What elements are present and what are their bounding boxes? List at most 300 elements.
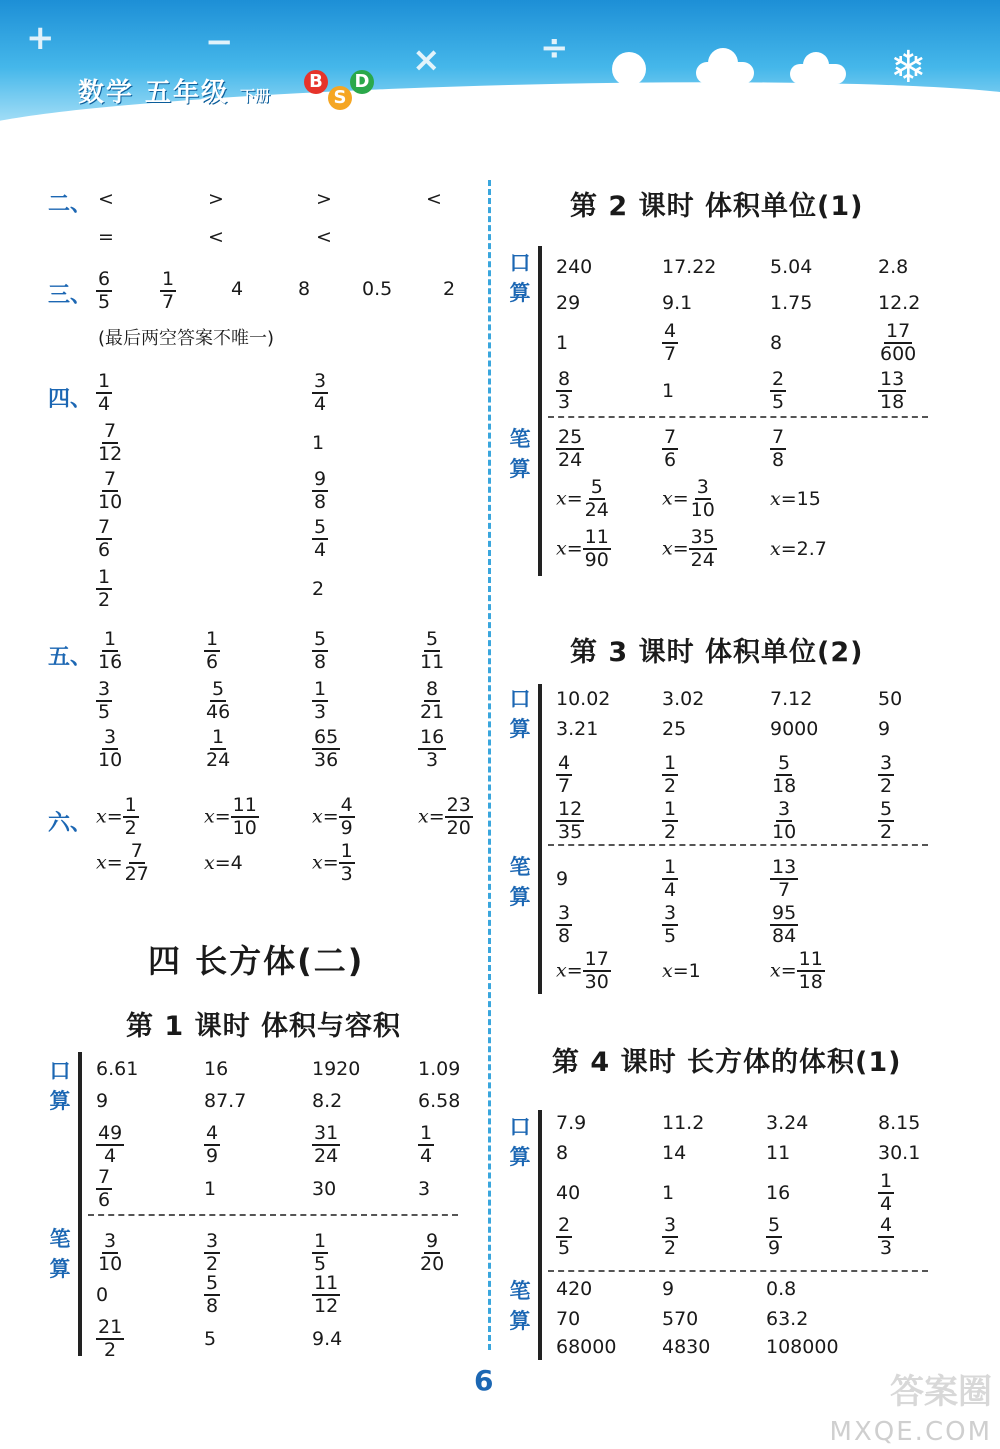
denominator: 10 (98, 749, 123, 771)
fraction (556, 904, 572, 946)
variable-x: x (662, 487, 673, 510)
section-separator (548, 416, 928, 418)
fraction (662, 1216, 678, 1258)
numerator: 1 (664, 798, 677, 820)
column-divider (488, 180, 491, 1350)
numerator: 6 (98, 268, 111, 290)
numerator: 3 (664, 1214, 677, 1236)
fraction (312, 680, 328, 722)
numerator: 3 (206, 1230, 219, 1252)
answer-cell (312, 1274, 340, 1316)
fraction (312, 728, 340, 770)
fraction (770, 800, 798, 842)
fraction (689, 478, 717, 520)
denominator: 18 (880, 391, 905, 413)
denominator: 46 (206, 701, 231, 723)
answer-cell: 6.58 (418, 1090, 461, 1112)
answer-cell (418, 1124, 434, 1166)
denominator: 2 (206, 1253, 219, 1275)
variable-x: x (418, 805, 429, 828)
answer-cell (312, 434, 324, 453)
answer-cell (662, 428, 678, 470)
q3-label: 三、 (48, 283, 93, 308)
numerator: 95 (772, 902, 797, 924)
answer-cell: 1 (662, 1182, 675, 1204)
answer-cell: 12.2 (878, 292, 921, 314)
times-icon: × (412, 40, 441, 80)
answer-cell (96, 1232, 124, 1274)
lesson3-title: 第 3 课时 体积单位(2) (570, 637, 864, 668)
fraction (556, 428, 584, 470)
answer-cell (556, 428, 584, 470)
numerator: 5 (314, 628, 327, 650)
numerator: 5 (314, 516, 327, 538)
answer-cell: 9.1 (662, 292, 693, 314)
numerator: 4 (206, 1122, 219, 1144)
bsd-logo-b: B (304, 70, 328, 94)
answer-cell (96, 1124, 124, 1166)
answer-cell: x= $\frac{11}{10}$ (204, 794, 257, 839)
answer-cell: 30 (312, 1178, 337, 1200)
denominator: 4 (314, 393, 327, 415)
numerator: 31 (314, 1122, 339, 1144)
answer-cell: 5.04 (770, 256, 813, 278)
denominator: 8 (558, 925, 571, 947)
denominator: 8 (314, 651, 327, 673)
denominator: 90 (584, 549, 609, 571)
answer-cell: x=4 (204, 852, 243, 874)
book-title (78, 72, 270, 109)
answer-cell (312, 680, 328, 722)
numerator: 1 (420, 1122, 433, 1144)
fraction (689, 528, 717, 570)
denominator: 4 (104, 1145, 117, 1167)
denominator: 2 (98, 589, 111, 611)
fraction (96, 470, 124, 512)
numerator: 13 (880, 368, 905, 390)
fraction (878, 754, 894, 796)
answer-cell (96, 728, 124, 770)
denominator: 24 (690, 549, 715, 571)
q3-answer (160, 270, 176, 312)
fraction (339, 796, 355, 838)
numerator: 3 (880, 752, 893, 774)
denominator: 5 (98, 291, 111, 313)
denominator: 7 (162, 291, 175, 313)
denominator: 5 (772, 391, 785, 413)
fraction (770, 904, 798, 946)
variable-x: x (556, 487, 567, 510)
numerator: 5 (212, 678, 225, 700)
answer-cell: 63.2 (766, 1308, 809, 1330)
numerator: 25 (558, 426, 583, 448)
numerator: 3 (104, 726, 117, 748)
answer-cell (770, 800, 798, 842)
numerator: 2 (558, 1214, 571, 1236)
answer-cell: x= $\frac{5}{24}$ (556, 476, 609, 521)
bsd-logo-d: D (350, 70, 374, 94)
fraction (770, 858, 798, 900)
denominator: 9 (206, 1145, 219, 1167)
fraction (878, 1172, 894, 1214)
answer-cell (204, 630, 220, 672)
denominator: 84 (772, 925, 797, 947)
answer-cell (418, 680, 446, 722)
answer-cell: 8 (770, 332, 783, 354)
denominator: 4 (420, 1145, 433, 1167)
denominator: 24 (584, 499, 609, 521)
fraction (878, 370, 906, 412)
numerator: 3 (778, 798, 791, 820)
numerator: 17 (584, 948, 609, 970)
denominator: 3 (426, 749, 439, 771)
fraction (878, 1216, 894, 1258)
denominator: 2 (664, 1237, 677, 1259)
denominator: 2 (664, 821, 677, 843)
numerator: 3 (696, 476, 709, 498)
answer-cell: 11 (766, 1142, 791, 1164)
denominator: 27 (124, 863, 149, 885)
numerator: 7 (772, 426, 785, 448)
answer-cell (96, 422, 124, 464)
answer-cell (312, 470, 328, 512)
answer-cell (96, 680, 112, 722)
answer-value: 15 (796, 488, 821, 510)
fraction (797, 950, 825, 992)
fraction (445, 796, 473, 838)
numerator: 3 (558, 902, 571, 924)
answer-cell: 1920 (312, 1058, 361, 1080)
answer-cell: x= $\frac{4}{9}$ (312, 794, 353, 839)
denominator: 6 (98, 1189, 111, 1211)
answer-cell (96, 470, 124, 512)
answer-cell: 9 (662, 1278, 675, 1300)
fraction (312, 1274, 340, 1316)
numerator: 7 (104, 468, 117, 490)
fraction (556, 800, 584, 842)
denominator: 8 (314, 491, 327, 513)
answer-cell: 40 (556, 1182, 581, 1204)
numerator: 1 (98, 566, 111, 588)
denominator: 7 (664, 343, 677, 365)
q3-answer (96, 270, 112, 312)
denominator: 4 (314, 539, 327, 561)
numerator: 1 (162, 268, 175, 290)
answer-cell (878, 370, 906, 412)
numerator: 4 (558, 752, 571, 774)
section-separator (548, 844, 928, 846)
answer-cell: 87.7 (204, 1090, 247, 1112)
answer-cell: 3.02 (662, 688, 705, 710)
fraction (312, 630, 328, 672)
denominator: 10 (98, 1253, 123, 1275)
answer-bracket (78, 1052, 82, 1356)
numerator: 5 (426, 628, 439, 650)
q2-answer: < (208, 226, 224, 248)
kousuan-label: 口算 (509, 251, 531, 305)
answer-value: 1 (312, 432, 325, 454)
variable-x: x (662, 960, 673, 982)
bisuan-label: 笔算 (509, 1279, 531, 1333)
fraction (231, 796, 259, 838)
fraction (583, 950, 611, 992)
fraction (662, 322, 678, 364)
answer-cell: x= $\frac{35}{24}$ (662, 526, 715, 571)
denominator: 6 (206, 651, 219, 673)
variable-x: x (96, 805, 107, 828)
numerator: 1 (104, 628, 117, 650)
answer-cell (312, 1232, 328, 1274)
numerator: 1 (314, 678, 327, 700)
denominator: 24 (558, 449, 583, 471)
denominator: 24 (206, 749, 231, 771)
denominator: 2 (664, 775, 677, 797)
fraction (662, 428, 678, 470)
answer-cell (312, 728, 340, 770)
answer-cell: 570 (662, 1308, 699, 1330)
fraction (770, 370, 786, 412)
numerator: 1 (124, 794, 137, 816)
answer-cell (204, 1124, 220, 1166)
q2-answer: < (98, 188, 114, 210)
denominator: 12 (98, 443, 123, 465)
lesson2-title: 第 2 课时 体积单位(1) (570, 191, 864, 222)
fraction (766, 1216, 782, 1258)
page-number: 6 (474, 1364, 494, 1397)
denominator: 3 (340, 863, 353, 885)
denominator: 2 (880, 821, 893, 843)
fraction (418, 680, 446, 722)
answer-cell: 1 (204, 1178, 217, 1200)
fraction (418, 728, 446, 770)
fraction (556, 754, 572, 796)
answer-cell: 0 (96, 1284, 109, 1306)
denominator: 10 (690, 499, 715, 521)
answer-value: 2.7 (796, 538, 827, 560)
denominator: 21 (420, 701, 445, 723)
denominator: 8 (206, 1295, 219, 1317)
denominator: 6 (98, 539, 111, 561)
fraction (770, 428, 786, 470)
variable-x: x (204, 805, 215, 828)
q3-answer: 2 (443, 278, 456, 300)
denominator: 10 (772, 821, 797, 843)
answer-cell: 8.2 (312, 1090, 343, 1112)
denominator: 5 (314, 1253, 327, 1275)
answer-cell (556, 754, 572, 796)
answer-cell (312, 518, 328, 560)
answer-cell (770, 754, 798, 796)
numerator: 4 (340, 794, 353, 816)
answer-cell (662, 858, 678, 900)
answer-cell (878, 1172, 894, 1214)
answer-cell (770, 428, 786, 470)
fraction (96, 422, 124, 464)
denominator: 36 (314, 749, 339, 771)
answer-cell: 3.24 (766, 1112, 809, 1134)
bisuan-label: 笔算 (509, 855, 531, 909)
numerator: 13 (772, 856, 797, 878)
answer-cell: x= $\frac{7}{27}$ (96, 840, 149, 885)
answer-cell: 9 (96, 1090, 109, 1112)
q3-answer: 4 (231, 278, 244, 300)
fraction (123, 842, 151, 884)
fraction (878, 322, 918, 364)
numerator: 5 (768, 1214, 781, 1236)
denominator: 600 (880, 343, 917, 365)
sun-icon (612, 52, 646, 86)
numerator: 5 (590, 476, 603, 498)
kousuan-label: 口算 (509, 687, 531, 741)
answer-cell: x=2.7 (770, 538, 827, 560)
numerator: 1 (206, 628, 219, 650)
fraction (96, 630, 124, 672)
numerator: 1 (212, 726, 225, 748)
denominator: 7 (558, 775, 571, 797)
answer-cell: x= $\frac{11}{90}$ (556, 526, 609, 571)
numerator: 49 (98, 1122, 123, 1144)
answer-cell (556, 370, 572, 412)
bsd-logo-s: S (328, 86, 352, 110)
bisuan-label: 笔算 (49, 1227, 71, 1281)
answer-cell (556, 1216, 572, 1258)
q3-answer: 8 (298, 278, 311, 300)
fraction (204, 1274, 220, 1316)
answer-cell (556, 800, 584, 842)
q3-answer: 0.5 (362, 278, 393, 300)
denominator: 3 (880, 1237, 893, 1259)
fraction (312, 372, 328, 414)
fraction (418, 1124, 434, 1166)
denominator: 11 (420, 651, 445, 673)
answer-cell: x= $\frac{1}{2}$ (96, 794, 137, 839)
answer-cell: x= $\frac{23}{20}$ (418, 794, 471, 839)
answer-cell: 240 (556, 256, 593, 278)
answer-cell: 9 (556, 868, 569, 890)
answer-cell: x= $\frac{1}{3}$ (312, 840, 353, 885)
answer-cell: x= $\frac{11}{18}$ (770, 948, 823, 993)
variable-x: x (96, 851, 107, 874)
fraction (662, 904, 678, 946)
variable-x: x (770, 488, 781, 510)
denominator: 2 (124, 817, 137, 839)
variable-x: x (312, 851, 323, 874)
answer-cell: 9000 (770, 718, 819, 740)
answer-cell (418, 630, 446, 672)
answer-cell: 5 (204, 1328, 217, 1350)
denominator: 9 (768, 1237, 781, 1259)
answer-cell: x=1 (662, 960, 701, 982)
answer-cell (662, 1216, 678, 1258)
answer-cell (662, 754, 678, 796)
variable-x: x (770, 538, 781, 560)
answer-cell: 25 (662, 718, 687, 740)
fraction (96, 1232, 124, 1274)
numerator: 3 (98, 678, 111, 700)
fraction (204, 728, 232, 770)
answer-cell: 16 (204, 1058, 229, 1080)
numerator: 5 (880, 798, 893, 820)
denominator: 18 (772, 775, 797, 797)
fraction (204, 630, 220, 672)
numerator: 12 (558, 798, 583, 820)
answer-cell (878, 754, 894, 796)
variable-x: x (770, 959, 781, 982)
watermark-url: MXQE.COM (829, 1417, 992, 1447)
answer-cell (878, 322, 918, 364)
answer-cell: 17.22 (662, 256, 717, 278)
numerator: 11 (798, 948, 823, 970)
answer-cell (418, 1232, 446, 1274)
fraction (556, 370, 572, 412)
answer-cell (96, 1168, 112, 1210)
numerator: 1 (340, 840, 353, 862)
denominator: 3 (314, 701, 327, 723)
header-banner (0, 0, 1000, 150)
answer-cell: x=15 (770, 488, 821, 510)
answer-cell: x= $\frac{3}{10}$ (662, 476, 715, 521)
numerator: 1 (880, 1170, 893, 1192)
watermark-logo: 答案圈 (890, 1372, 992, 1412)
numerator: 11 (314, 1272, 339, 1294)
answer-cell: 9.4 (312, 1328, 343, 1350)
numerator: 7 (98, 1166, 111, 1188)
denominator: 3 (558, 391, 571, 413)
answer-cell: 8 (556, 1142, 569, 1164)
answer-cell: 29 (556, 292, 581, 314)
fraction (662, 800, 678, 842)
denominator: 9 (340, 817, 353, 839)
variable-x: x (204, 852, 215, 874)
numerator: 21 (98, 1316, 123, 1338)
numerator: 1 (314, 1230, 327, 1252)
minus-icon: − (205, 22, 234, 62)
numerator: 4 (880, 1214, 893, 1236)
fraction (312, 1232, 328, 1274)
numerator: 11 (232, 794, 257, 816)
denominator: 6 (664, 449, 677, 471)
fraction (418, 630, 446, 672)
numerator: 11 (584, 526, 609, 548)
answer-bracket (538, 1110, 542, 1360)
answer-cell (312, 580, 324, 599)
answer-bracket (538, 684, 542, 994)
numerator: 1 (664, 752, 677, 774)
kousuan-label: 口算 (509, 1115, 531, 1169)
answer-cell: 30.1 (878, 1142, 921, 1164)
denominator: 30 (584, 971, 609, 993)
book-title-text: 数学 五年级 (78, 78, 230, 108)
chapter-title: 四 长方体(二) (148, 942, 365, 980)
answer-cell (766, 1216, 782, 1258)
denominator: 5 (558, 1237, 571, 1259)
snowflake-icon: ❄ (890, 42, 927, 93)
denominator: 16 (98, 651, 123, 673)
numerator: 8 (426, 678, 439, 700)
q2-answer: = (98, 226, 114, 248)
variable-x: x (556, 537, 567, 560)
answer-cell: 68000 (556, 1336, 617, 1358)
answer-cell (662, 800, 678, 842)
answer-cell (878, 1216, 894, 1258)
numerator: 3 (314, 370, 327, 392)
answer-cell: 3 (418, 1178, 431, 1200)
answer-cell: 70 (556, 1308, 581, 1330)
fraction (96, 568, 112, 610)
variable-x: x (312, 805, 323, 828)
fraction (312, 518, 328, 560)
numerator: 16 (420, 726, 445, 748)
